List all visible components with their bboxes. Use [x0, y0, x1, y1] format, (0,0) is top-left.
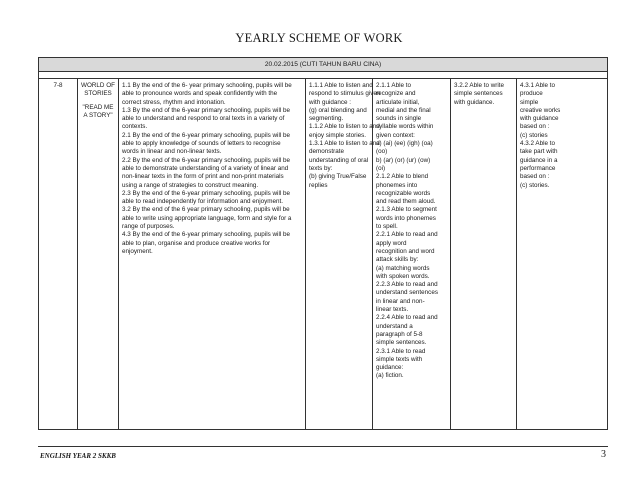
text-line: a) (ai) (ee) (igh) (oa)	[376, 140, 433, 148]
text-line: 2.1.1 Able to	[376, 82, 412, 89]
text-line: simple	[520, 98, 539, 106]
week-cell	[39, 79, 78, 429]
text-line: 3.2 By the end of the 6 year primary schooling, pupils will be	[122, 206, 290, 214]
text-line: phonemes into	[376, 181, 418, 189]
scheme-table	[38, 57, 608, 430]
text-line: 2.2.4 Able to read and	[376, 314, 438, 322]
text-line: understand a	[376, 322, 413, 330]
theme-title: WORLD OF STORIES	[81, 82, 115, 98]
text-line: guidance:	[376, 364, 404, 372]
text-line: take part with	[520, 148, 558, 156]
text-line: b) (ar) (or) (ur) (ow)	[376, 156, 431, 164]
text-line: with guidance	[520, 115, 559, 123]
text-line: 2.2 By the end of the 6-year primary schooling, pupils will be	[122, 156, 291, 164]
text-line: to spell.	[376, 223, 398, 231]
text-line: recognize and	[376, 90, 416, 98]
text-line: articulate initial,	[376, 98, 420, 106]
text-line: performance	[520, 164, 556, 172]
text-line: enjoyment.	[122, 247, 153, 255]
text-line: able to pronounce words and speak confidently with the	[122, 90, 278, 98]
reading-cell	[373, 79, 451, 429]
text-line: 1.3 By the end of the 6-year primary schooling, pupils will be	[122, 106, 291, 114]
text-line: 4.3.1 Able to	[520, 82, 556, 89]
text-line: 1.1.2 Able to listen to and	[309, 123, 380, 131]
text-line: (a) matching words	[376, 264, 430, 272]
text-line: guidance in a	[520, 156, 558, 164]
text-line: 2.3 By the end of the 6-year primary schooling, pupils will be	[122, 189, 291, 197]
text-line: contexts.	[122, 123, 148, 131]
text-line: (oo)	[376, 148, 388, 156]
language-arts-cell	[517, 79, 607, 429]
text-line: with spoken words.	[376, 272, 430, 280]
text-line: with guidance :	[309, 98, 352, 106]
date-row: 20.02.2015 (CUTI TAHUN BARU CINA)	[39, 58, 607, 72]
text-line: respond to stimulus given	[309, 90, 381, 98]
text-line: correct stress, rhythm and intonation.	[122, 98, 226, 106]
text-line: medial and the final	[376, 106, 431, 114]
text-line: apply word	[376, 239, 407, 247]
text-line: 2.2.1 Able to read and	[376, 231, 438, 239]
text-line: 2.1 By the end of the 6-year primary schooling, pupils will be	[122, 131, 291, 139]
text-line: demonstrate	[309, 148, 345, 156]
text-line: using a range of strategies to construct meaning.	[122, 181, 259, 189]
text-line: 2.1.2 Able to blend	[376, 173, 429, 181]
text-line: understand sentences	[376, 289, 438, 297]
text-line: 1.1 By the end of the 6- year primary schooling, pupils will be	[122, 82, 292, 89]
week-number: 7-8	[53, 82, 63, 89]
text-line: sounds in single	[376, 115, 422, 123]
text-line: and read them aloud.	[376, 198, 436, 206]
text-line: given context:	[376, 131, 415, 139]
text-line: recognizable words	[376, 189, 431, 197]
text-line: simple sentences.	[376, 339, 427, 347]
text-line: able to demonstrate understanding of a variety of linear and	[122, 164, 289, 172]
content-standards-cell	[119, 79, 306, 429]
text-line: based on :	[520, 123, 550, 131]
theme-topic: "READ ME A STORY"	[82, 103, 114, 119]
text-line: 2.3.1 Able to read	[376, 347, 426, 355]
text-line: able to read independently for information and enjoyment.	[122, 198, 284, 206]
footer-rule	[38, 446, 608, 447]
text-line: syllable words within	[376, 123, 434, 131]
text-line: able to write using appropriate language, form and style for a	[122, 214, 292, 222]
text-line: understanding of oral	[309, 156, 369, 164]
text-line: 1.1.1 Able to listen and	[309, 82, 373, 89]
writing-cell	[451, 79, 517, 429]
text-line: produce	[520, 90, 543, 98]
page-title: YEARLY SCHEME OF WORK	[235, 31, 403, 45]
text-line: attack skills by:	[376, 256, 419, 264]
text-line: able to plan, organise and produce creative works for	[122, 239, 271, 247]
text-line: (c) stories	[520, 131, 548, 139]
text-line: texts by:	[309, 164, 333, 172]
text-line: enjoy simple stories.	[309, 131, 367, 139]
text-line: 3.2.2 Able to write	[454, 82, 505, 89]
text-line: recognition and word	[376, 247, 435, 255]
text-line: based on :	[520, 173, 550, 181]
theme-cell	[78, 79, 119, 429]
text-line: simple sentences	[454, 90, 503, 98]
text-line: 4.3 By the end of the 6-year primary schooling, pupils will be	[122, 231, 291, 239]
text-line: (g) oral blending and	[309, 106, 367, 114]
spacer-row	[39, 72, 607, 79]
page-number: 3	[601, 449, 606, 460]
text-line: in linear and non-	[376, 297, 425, 305]
text-line: (b) giving True/False	[309, 173, 367, 181]
text-line: range of purposes.	[122, 223, 175, 231]
text-line: 2.2.3 Able to read and	[376, 281, 438, 289]
text-line: replies	[309, 181, 328, 189]
footer-course-label: ENGLISH YEAR 2 SKKB	[40, 452, 116, 460]
text-line: with guidance.	[454, 98, 495, 106]
text-line: (c) stories.	[520, 181, 550, 189]
text-line: able to apply knowledge of sounds of letters to recognise	[122, 140, 281, 148]
text-line: segmenting.	[309, 115, 344, 123]
text-line: words into phonemes	[376, 214, 436, 222]
text-line: linear texts.	[376, 306, 409, 314]
text-line: able to understand and respond to oral texts in a variety of	[122, 115, 285, 123]
text-line: (a) fiction.	[376, 372, 404, 380]
text-line: non-linear texts in the form of print and non-print materials	[122, 173, 284, 181]
text-line: 4.3.2 Able to	[520, 140, 556, 148]
text-line: paragraph of 5-8	[376, 330, 423, 338]
text-line: 1.3.1 Able to listen to and	[309, 140, 380, 148]
text-line: creative works	[520, 106, 561, 114]
text-line: (oi)	[376, 164, 386, 172]
text-line: 2.1.3 Able to segment	[376, 206, 437, 214]
text-line: simple texts with	[376, 355, 423, 363]
text-line: words in linear and non-linear texts.	[122, 148, 222, 156]
